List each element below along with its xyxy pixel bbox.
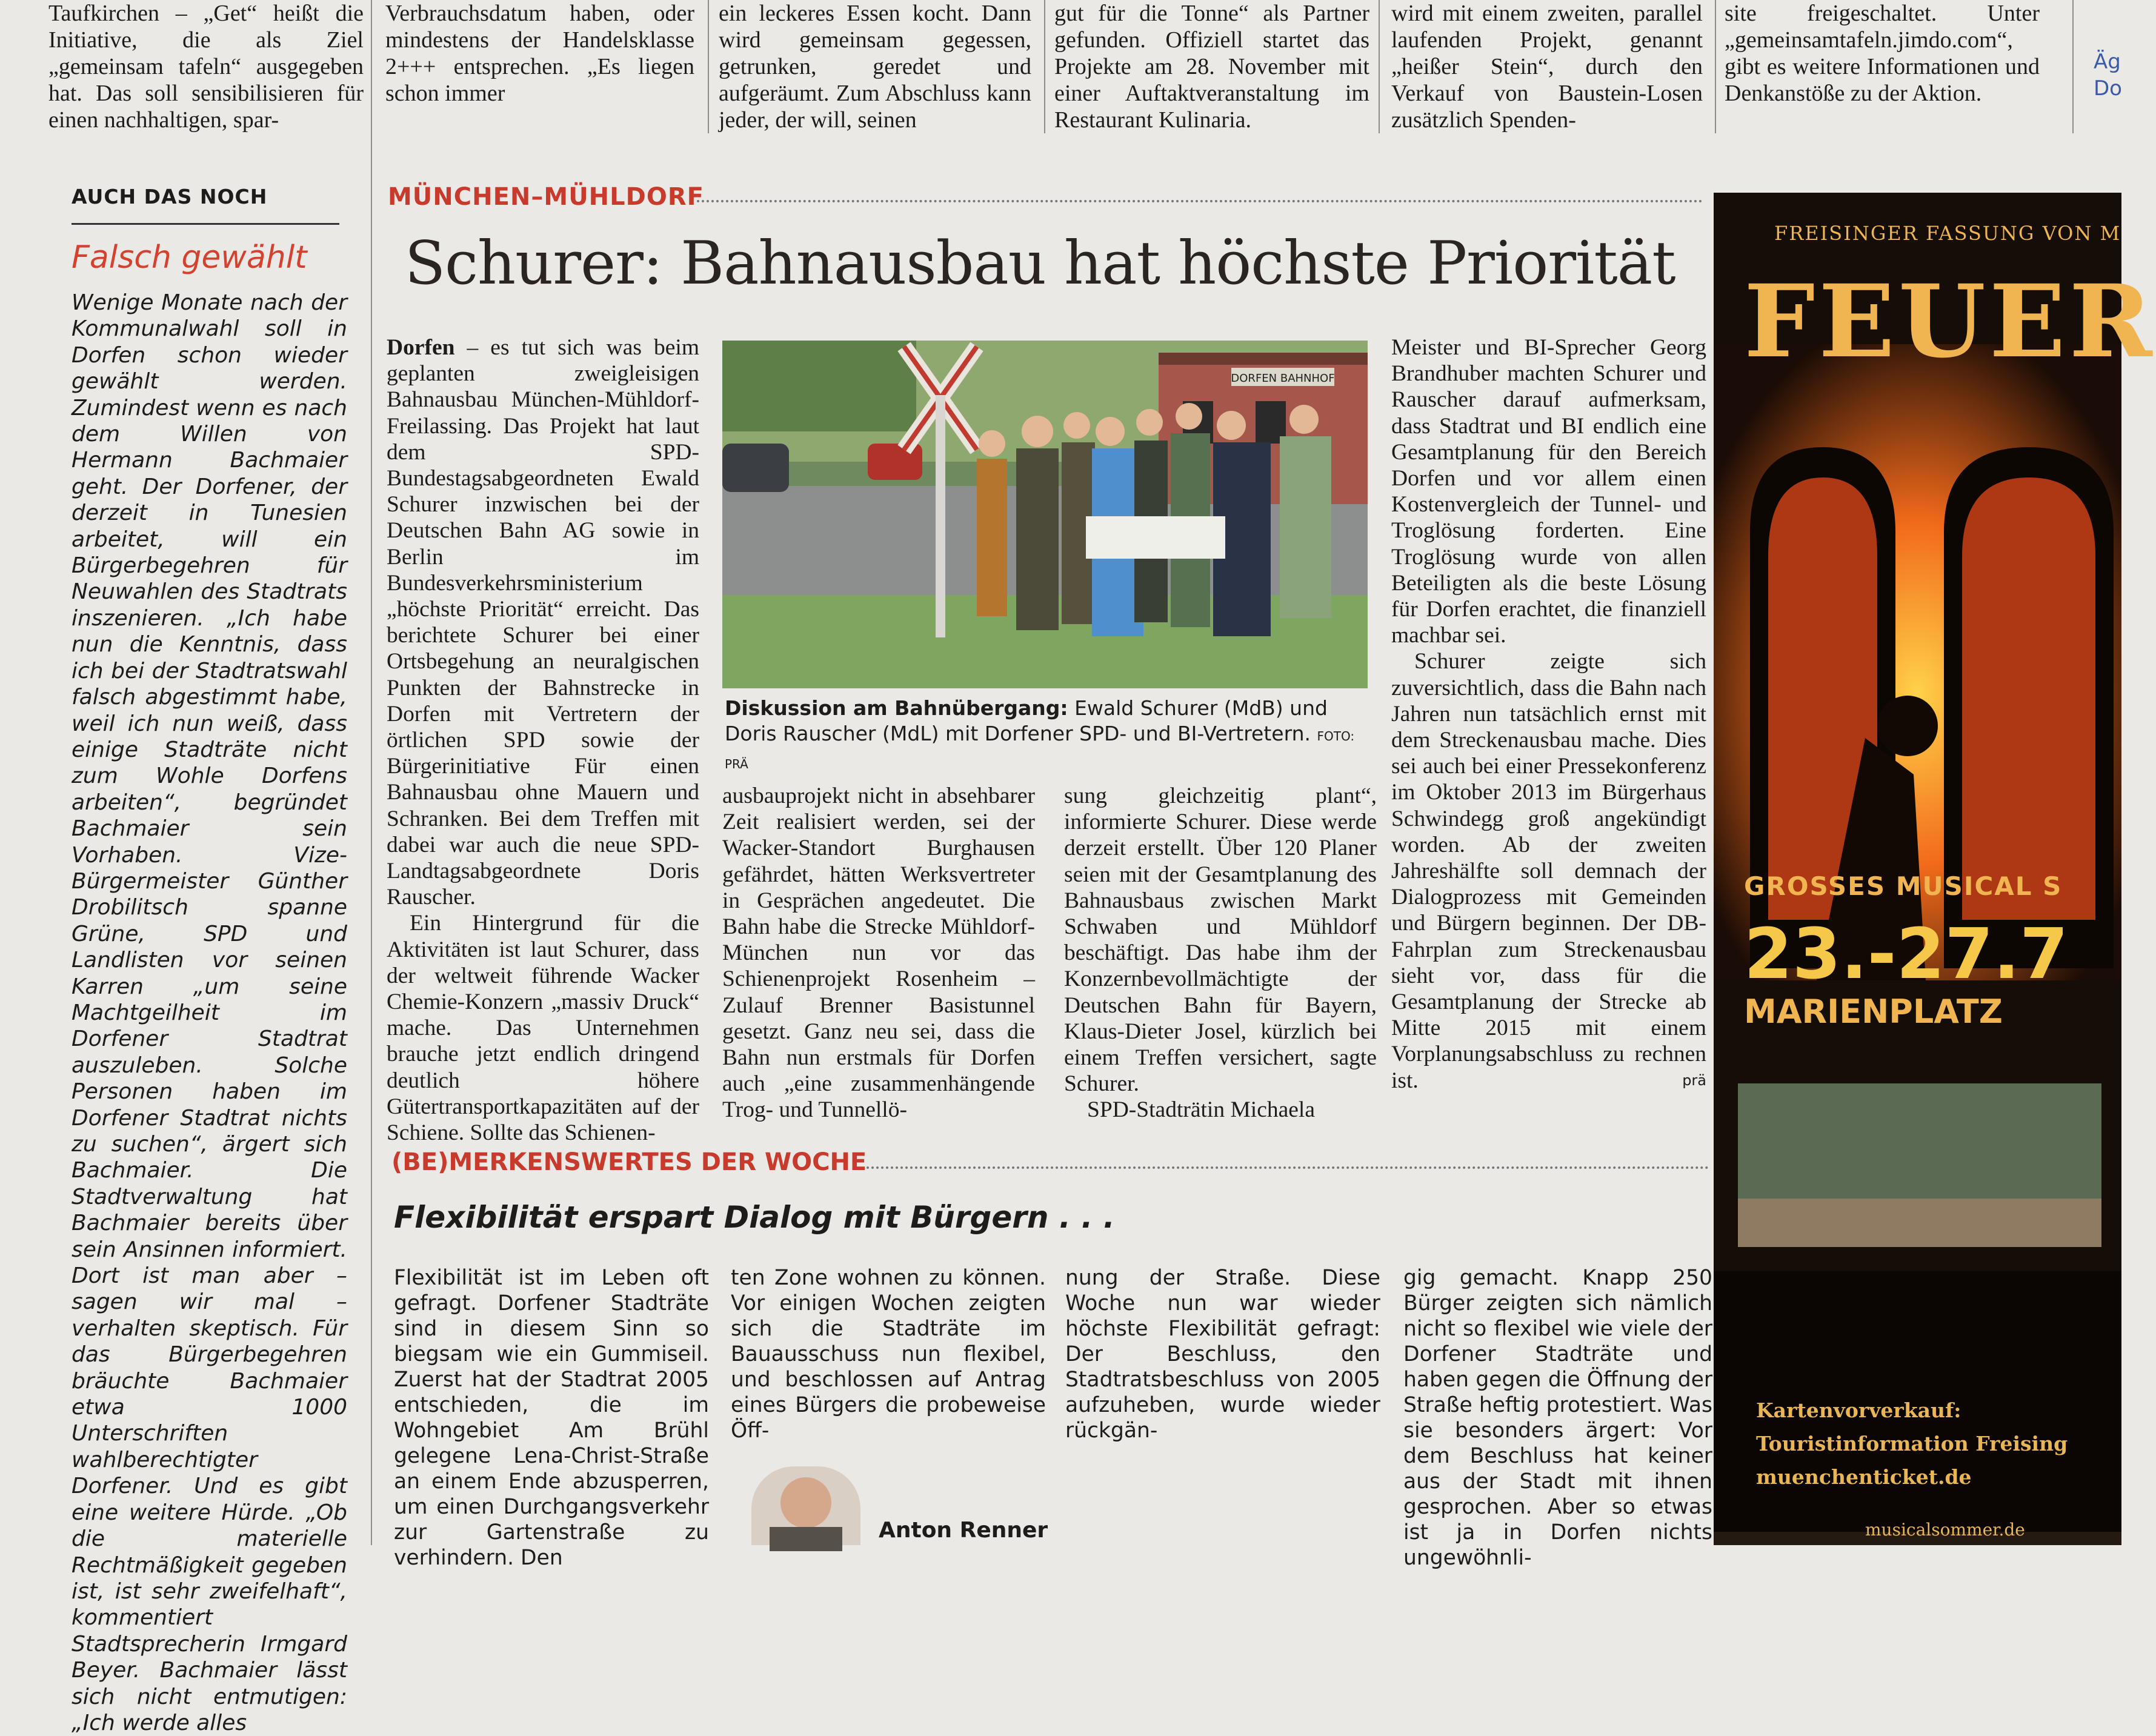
ad-dates: 23.-27.7 <box>1744 914 2069 995</box>
top-text-5: wird mit einem zweiten, parallel laufenden Projekt, genannt „heißer Stein“, durch den Verkauf von Baustein-Losen zusätzlich Spenden- <box>1391 1 1703 133</box>
top-column-3 <box>719 0 1031 141</box>
commentary-section-label: (BE)MERKENSWERTES DER WOCHE <box>391 1148 867 1176</box>
commentary-paragraph: Flexibilität ist im Leben oft gefragt. Dorfener Stadträte sind in diesem Sinn so biegsam wie ein Gummiseil. Zuerst hat der Stadtrat 2005 entschieden, die im Wohngebiet Am Brühl gelegene Lena-Christ-Straße an einem Ende abzusperren, um einen Durchgangsverkehr zur Gartenstraße zu verhindern. Den <box>394 1266 709 1570</box>
article-headline: Schurer: Bahnausbau hat höchste Priorität <box>405 229 1675 298</box>
article-paragraph: Schurer zeigte sich zuversichtlich, dass die Bahn nach Jahren nun tatsächlich ernst mit dem Streckenausbau mache. Dies sei auch bei einer Pressekonferenz im Oktober 2013 im Bürgerhaus Schwindegg groß angekündigt worden. Ab der zweiten Jahreshälfte soll demnach der Dialogprozess mit Gemeinden und Bürgern beginnen. Der DB-Fahrplan zum Streckenausbau sieht vor, dass für die Gesamtplanung der Strecke ab Mitte 2015 mit einem Vorplanungsabschluss zu rechnen ist. <box>1391 649 1706 1093</box>
author-portrait <box>751 1466 860 1545</box>
article-column-2 <box>722 783 1035 1122</box>
commentary-column-4 <box>1403 1265 1712 1570</box>
article-paragraph: – es tut sich was beim geplanten zweigleisigen Bahnausbau München-Mühldorf-Freilassing. Das Projekt hat laut dem SPD-Bundestagsabgeordneten Ewald Schurer inzwischen bei der Deutschen Bahn AG sowie in Berlin im Bundesverkehrsministerium „höchste Priorität“ erreicht. Das berichtete Schurer bei einer Ortsbegehung an neuralgischen Punkten der Bahnstrecke in Dorfen mit Vertretern der örtlichen SPD sowie der Bürgerinitiative Für einen Bahnausbau ohne Mauern und Schranken. Bei dem Treffen mit dabei war auch die neue SPD-Landtagsabgeordnete Doris Rauscher. <box>387 335 699 910</box>
commentary-column-3 <box>1065 1265 1380 1443</box>
article-paragraph: SPD-Stadträtin Michaela <box>1087 1097 1315 1123</box>
musical-advertisement <box>1714 193 2156 1545</box>
top-column-4 <box>1054 0 1369 141</box>
column-divider <box>708 0 709 133</box>
top-column-2 <box>385 0 694 114</box>
top-text-1: Taufkirchen – „Get“ heißt die Initiative, die als Ziel „gemeinsam tafeln“ ausgegeben hat. Das soll sensibilisieren für einen nachhaltigen, spar- <box>48 1 364 133</box>
ad-presale-label: Kartenvorverkauf: <box>1756 1398 1961 1422</box>
column-divider <box>1379 0 1380 133</box>
column-divider <box>371 0 372 1545</box>
caption-text: Ewald Schurer (MdB) und Doris Rauscher (MdL) mit Dorfener SPD- und BI-Vertretern. <box>725 696 1328 745</box>
commentary-column-2 <box>731 1265 1046 1443</box>
ad-website: musicalsommer.de <box>1865 1520 2025 1540</box>
station-sign: DORFEN BAHNHOF <box>1231 372 1335 385</box>
ad-tagline: FREISINGER FASSUNG VON M <box>1774 222 2121 245</box>
top-column-6 <box>1725 0 2040 141</box>
ad-subtitle: GROSSES MUSICAL S <box>1744 871 2063 901</box>
caption-lead: Diskussion am Bahnübergang: <box>725 696 1068 720</box>
top-text-7: Äg Do <box>2094 50 2122 101</box>
column-divider <box>1715 0 1716 133</box>
top-text-6: site freigeschaltet. Unter „gemeinsamtafeln.jimdo.com“, gibt es weitere Informationen und Denkanstöße zu der Aktion. <box>1725 1 2040 106</box>
ad-place: MARIENPLATZ <box>1744 993 2003 1031</box>
dateline: Dorfen <box>387 335 455 360</box>
article-column-4 <box>1391 334 1706 1122</box>
top-column-7 <box>2094 48 2121 189</box>
author-tag: prä <box>1682 1071 1706 1089</box>
photo-credit: FOTO: PRÄ <box>725 729 1355 771</box>
dotted-rule <box>867 1166 1709 1169</box>
column-divider <box>2072 0 2074 133</box>
commentary-author: Anton Renner <box>879 1518 1048 1543</box>
ad-title: FEUER <box>1744 262 2156 380</box>
column-body <box>72 290 347 1735</box>
photo-caption <box>725 696 1373 777</box>
top-text-3: ein leckeres Essen kocht. Dann wird gemeinsam gegessen, getrunken, geredet und aufgeräumt. Zum Abschluss kann jeder, der will, seinen <box>719 1 1031 133</box>
dotted-rule <box>697 200 1703 202</box>
article-column-1 <box>387 334 699 1146</box>
top-column-5 <box>1391 0 1703 141</box>
commentary-paragraph: nung der Straße. Diese Woche nun war wieder höchste Flexibilität gefragt: Der Beschluss, den Stadtratsbeschluss von 2005 aufzuheben, wurde wieder rückgän- <box>1065 1266 1380 1443</box>
column-title: Falsch gewählt <box>72 239 307 276</box>
article-paragraph: sung gleichzeitig plant“, informierte Schurer. Diese werde derzeit erstellt. Über 120 Planer seien mit der Gesamtplanung des Bahnausbaus zwischen Markt Schwaben und Mühldorf beschäftigt. Das habe ihm der Konzernbevollmächtigte der Deutschen Bahn für Bayern, Klaus-Dieter Josel, kürzlich bei einem Treffen versichert, sagte Schurer. <box>1064 783 1377 1097</box>
top-text-2: Verbrauchsdatum haben, oder mindestens der Handelsklasse 2+++ entsprechen. „Es liegen schon immer <box>385 1 694 106</box>
column-text: Wenige Monate nach der Kommunalwahl soll in Dorfen schon wieder gewählt werden. Zumindest wenn es nach dem Willen von Hermann Bachmaier geht. Der Dorfener, der derzeit in Tunesien arbeitet, will ein Bürgerbegehren für Neuwahlen des Stadtrats inszenieren. „Ich habe nun die Kenntnis, dass ich bei der Stadtratswahl falsch abgestimmt habe, weil ich nun weiß, dass einige Stadträte nicht zum Wohle Dorfens arbeiten“, begründet Bachmaier sein Vorhaben. Vize-Bürgermeister Günther Drobilitsch spanne Grüne, SPD und Landlisten vor seinen Karren „um seine Machtgeilheit im Dorfener Stadtrat auszuleben. Solche Personen haben im Dorfener Stadtrat nichts zu suchen“, ärgert sich Bachmaier. Die Stadtverwaltung hat Bachmaier bereits über sein Ansinnen informiert. Dort ist man aber – sagen wir mal – verhalten skeptisch. Für das Bürgerbegehren bräuchte Bachmaier etwa 1000 Unterschriften wahlberechtigter Dorfener. Und es gibt eine weitere Hürde. „Ob die materielle Rechtmäßigkeit gegeben ist, ist sehr zweifelhaft“, kommentiert Stadtsprecherin Irmgard Beyer. Bachmaier lässt sich nicht entmutigen: „Ich werde alles <box>72 290 347 1735</box>
article-paragraph: ausbauprojekt nicht in absehbarer Zeit realisiert werden, sei der Wacker-Standort Burghausen gefährdet, hätten Werksvertreter in Gesprächen angedeutet. Die Bahn habe die Strecke Mühldorf-München nun vor das Schienenprojekt Rosenheim – Zulauf Brenner Basistunnel gesetzt. Ganz neu sei, dass die Bahn nun erstmals für Dorfen auch „eine zusammenhängende Trog- und Tunnellö- <box>722 783 1035 1123</box>
article-section-label: MÜNCHEN–MÜHLDORF <box>388 183 704 211</box>
article-photo <box>722 341 1368 688</box>
commentary-column-1 <box>394 1265 709 1570</box>
column-divider <box>1044 0 1045 133</box>
article-column-3 <box>1064 783 1377 1122</box>
top-column-1 <box>48 0 364 141</box>
commentary-paragraph: ten Zone wohnen zu können. Vor einigen Wochen zeigten sich die Stadträte im Bauausschuss nun flexibel, und beschlossen auf Antrag eines Bürgers die probeweise Öff- <box>731 1266 1046 1443</box>
top-text-4: gut für die Tonne“ als Partner gefunden. Offiziell startet das Projekte am 28. November mit einer Auftaktveranstaltung im Restaurant Kulinaria. <box>1054 1 1369 133</box>
commentary-headline: Flexibilität erspart Dialog mit Bürgern . . . <box>394 1200 1115 1235</box>
section-label: AUCH DAS NOCH <box>72 185 268 208</box>
ad-presale-2: muenchenticket.de <box>1756 1465 1972 1489</box>
ad-presale-1: Touristinformation Freising <box>1756 1432 2068 1455</box>
section-rule <box>72 223 339 225</box>
article-paragraph: Ein Hintergrund für die Aktivitäten ist laut Schurer, dass der weltweit führende Wacker Chemie-Konzern „massiv Druck“ mache. Das Unternehmen brauche jetzt endlich dringend deutlich höhere Gütertransportkapazitäten auf der Schiene. Sollte das Schienen- <box>387 911 699 1146</box>
commentary-paragraph: gig gemacht. Knapp 250 Bürger zeigten sich nämlich nicht so flexibel wie viele der Dorfener Stadträte und haben gegen die Öffnung der Straße heftig protestiert. Was sie besonders ärgert: Vor dem Beschluss hat keiner aus der Stadt mit ihnen gesprochen. Aber so etwas ist ja in Dorfen nichts ungewöhnli- <box>1403 1266 1712 1570</box>
article-paragraph: Meister und BI-Sprecher Georg Brandhuber machten Schurer und Rauscher darauf aufmerksam, dass Stadtrat und BI endlich eine Gesamtplanung für den Bereich Dorfen und vor allem einen Kostenvergleich der Tunnel- und Troglösung forderten. Eine Troglösung wurde von allen Beteiligten als die beste Lösung für Dorfen erachtet, die finanziell machbar sei. <box>1391 335 1706 648</box>
